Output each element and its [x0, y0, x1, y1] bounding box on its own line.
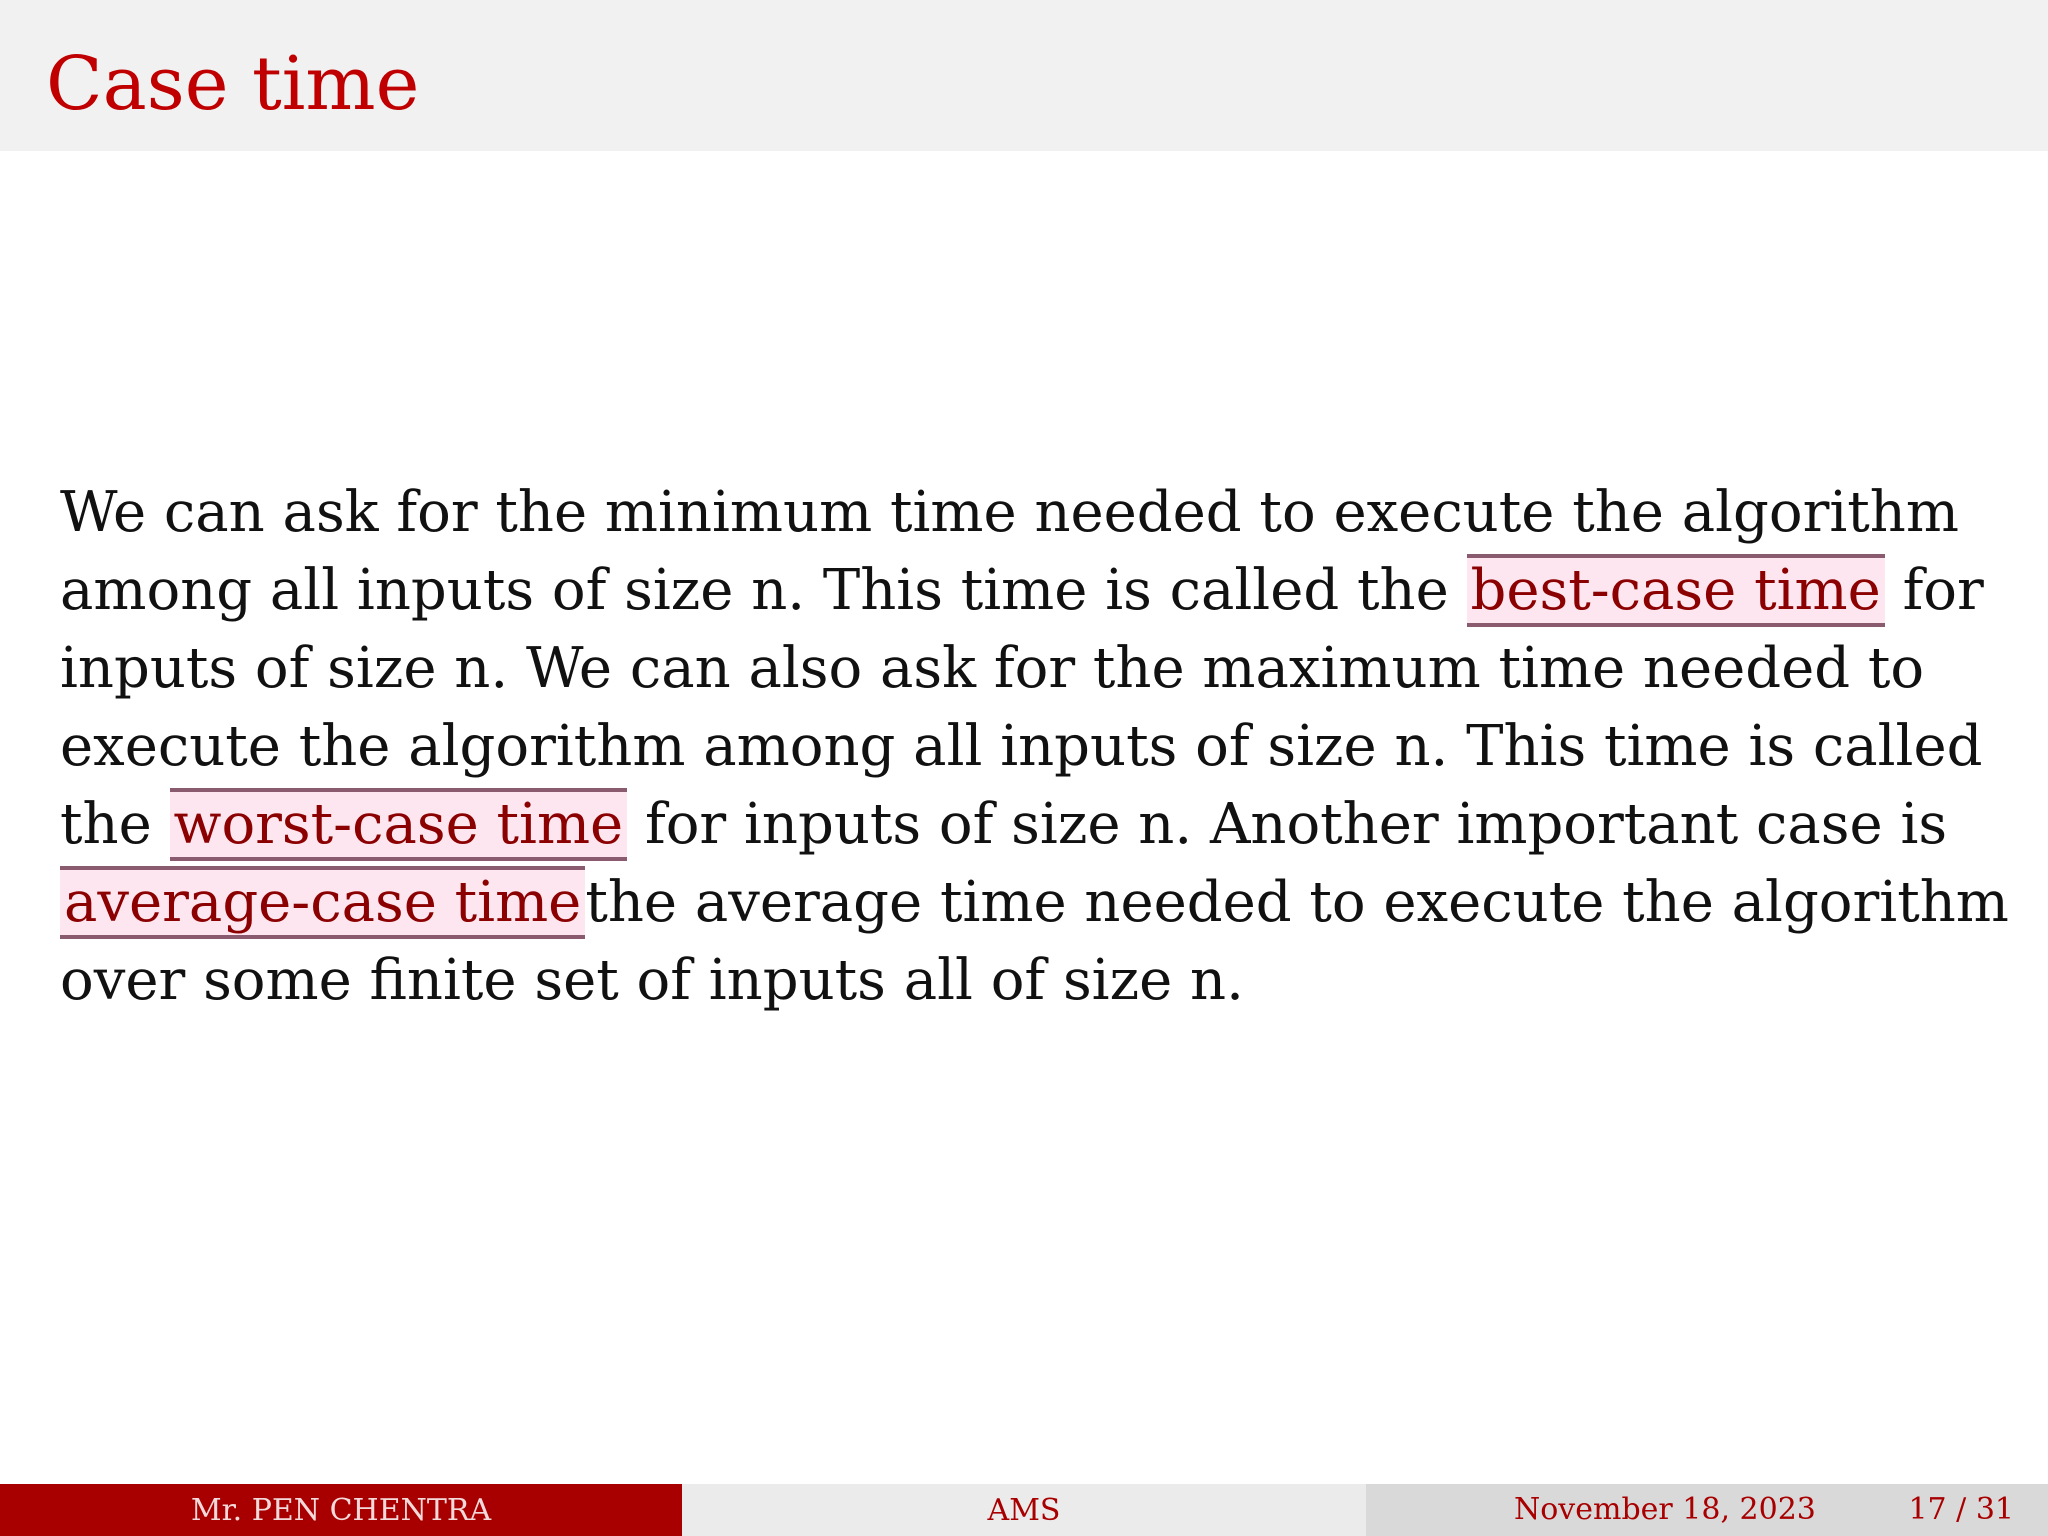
footer-page-number: 17 / 31	[1908, 1492, 2014, 1527]
average-case-time-term: average-case time	[60, 866, 585, 939]
best-case-time-term: best-case time	[1467, 554, 1885, 627]
slide-header	[0, 0, 2048, 151]
worst-case-time-term: worst-case time	[170, 788, 628, 861]
footer-author: Mr. PEN CHENTRA	[190, 1492, 492, 1528]
footer-author-section	[0, 1484, 682, 1536]
body-text-segment-3: for inputs of size n. Another important case is	[627, 792, 1948, 857]
footer-date: November 18, 2023	[1514, 1492, 1816, 1527]
slide-body-paragraph	[60, 474, 2020, 1020]
slide-footer	[0, 1484, 2048, 1536]
body-text-segment-1: We can ask for the minimum time needed to execute the algorithm among all inputs of size n. This time is called the	[60, 480, 1959, 623]
footer-title-section	[682, 1484, 1366, 1536]
body-text-segment-4: the average time needed to execute the algorithm over some finite set of inputs all of size n.	[60, 870, 2009, 1013]
footer-short-title: AMS	[987, 1492, 1061, 1528]
footer-date-page-section	[1366, 1484, 2048, 1536]
body-text-segment-2: for inputs of size n. We can also ask for the maximum time needed to execute the algorithm among all inputs of size n. This time is called the	[60, 558, 1984, 857]
slide-title: Case time	[46, 41, 420, 127]
